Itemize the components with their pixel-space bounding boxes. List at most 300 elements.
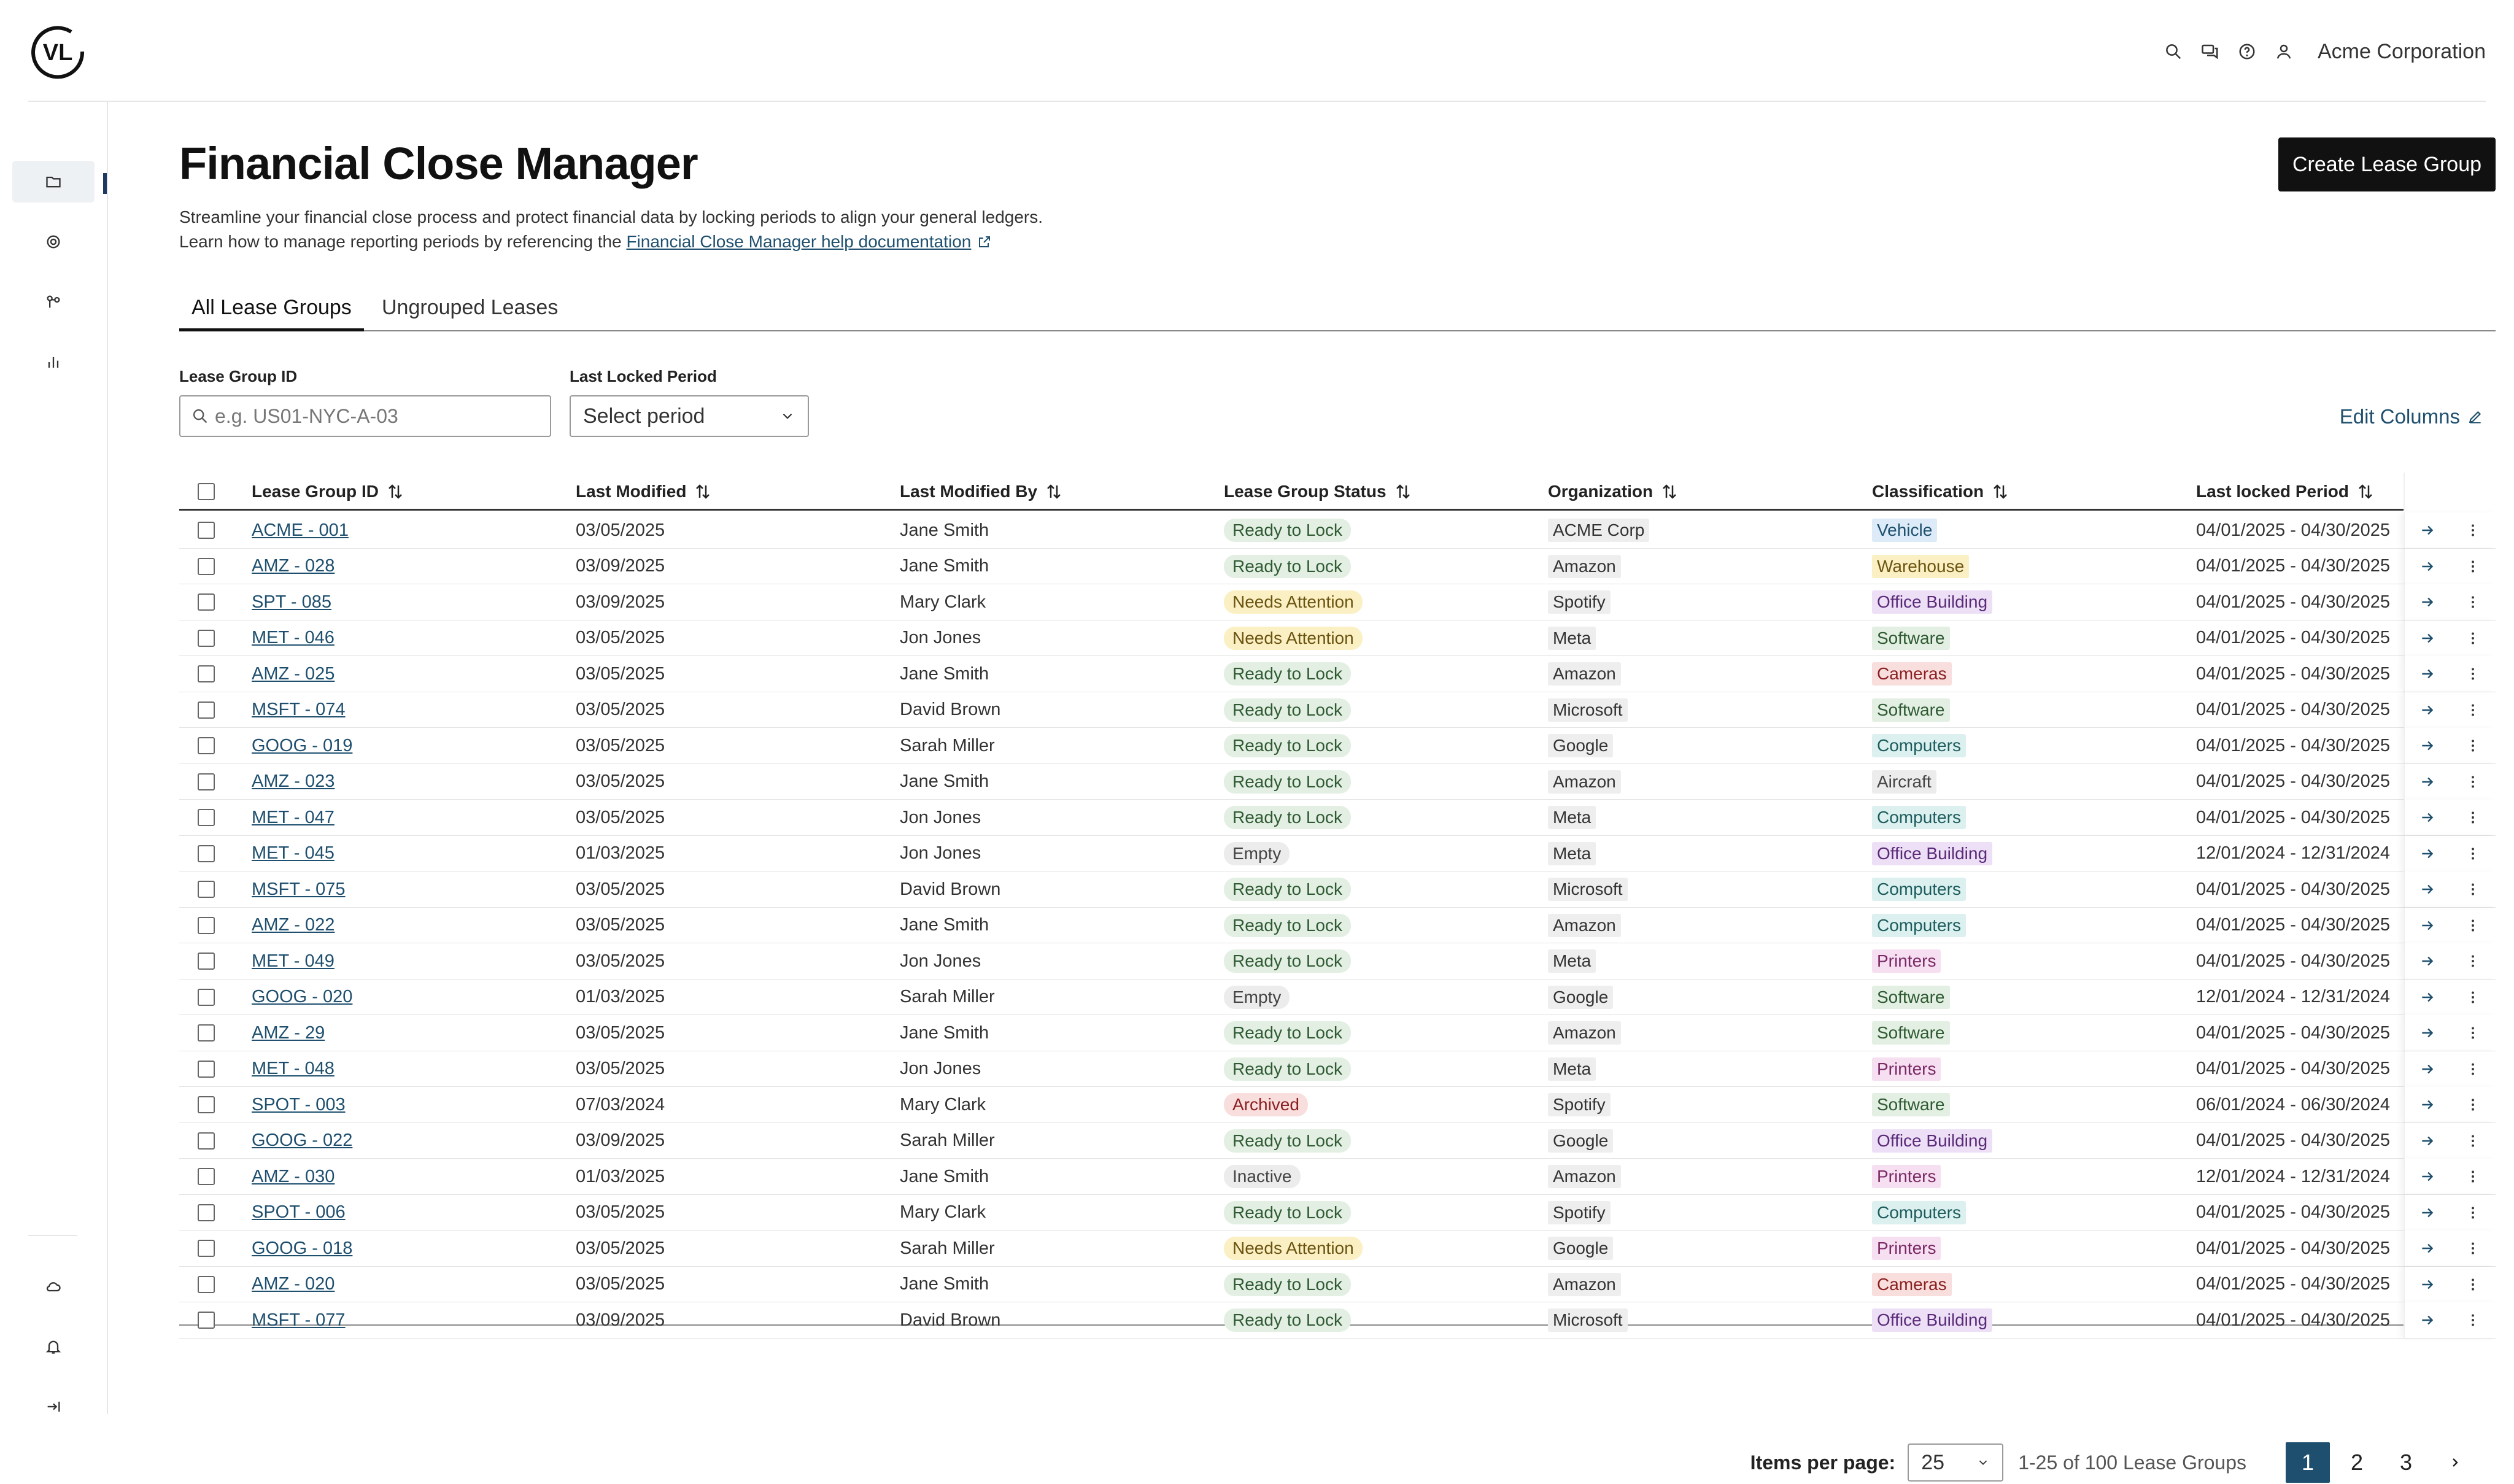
arrow-right-icon[interactable] — [2419, 522, 2435, 538]
col-lease-group-id-cell — [252, 584, 331, 620]
table-row[interactable] — [179, 871, 2496, 908]
col-last-modified-cell — [576, 1051, 665, 1087]
more-options-icon[interactable] — [2465, 1205, 2481, 1221]
col-status-header[interactable] — [1224, 473, 1412, 511]
table-row[interactable] — [179, 656, 2496, 692]
col-last-locked-period-cell — [2196, 1087, 2390, 1123]
col-classification-header[interactable] — [1872, 473, 2009, 511]
row-actions — [2404, 1231, 2496, 1266]
more-options-icon[interactable] — [2465, 1133, 2481, 1149]
org-name[interactable]: Acme Corporation — [2317, 39, 2486, 63]
table-row[interactable] — [179, 836, 2496, 872]
col-status-cell — [1224, 1231, 1363, 1266]
sidebar-item-reports[interactable] — [12, 341, 95, 383]
arrow-right-icon[interactable] — [2419, 774, 2435, 790]
col-classification-cell — [1872, 656, 1952, 692]
row-checkbox[interactable] — [198, 630, 215, 647]
row-actions — [2404, 980, 2496, 1015]
more-options-icon[interactable] — [2465, 953, 2481, 969]
classification-tag: Cameras — [1872, 662, 1952, 686]
cell-text: Jon Jones — [900, 951, 981, 971]
row-checkbox[interactable] — [198, 989, 215, 1006]
col-last-modified-by-header[interactable] — [900, 473, 1063, 511]
vl-logo[interactable] — [28, 22, 87, 81]
cell-text: 04/01/2025 - 04/30/2025 — [2196, 1238, 2391, 1258]
organization-tag: Amazon — [1548, 1165, 1621, 1188]
sort-icon[interactable] — [1394, 482, 1412, 501]
col-classification-cell — [1872, 1302, 1992, 1338]
more-options-icon[interactable] — [2465, 1061, 2481, 1077]
lease-group-link[interactable]: MSFT - 075 — [252, 879, 346, 899]
lease-group-link[interactable]: MET - 045 — [252, 843, 335, 863]
page-button-3[interactable]: 3 — [2399, 1450, 2413, 1475]
col-lease-group-id-cell — [252, 1015, 325, 1051]
row-actions — [2404, 1302, 2496, 1338]
col-last-modified-cell — [576, 836, 665, 871]
more-options-icon[interactable] — [2465, 666, 2481, 682]
organization-tag: Spotify — [1548, 1201, 1611, 1224]
col-lease-group-id-cell — [252, 836, 335, 871]
arrow-right-icon[interactable] — [2419, 558, 2435, 574]
more-options-icon[interactable] — [2465, 702, 2481, 718]
cell-text: 03/05/2025 — [576, 700, 665, 719]
arrow-right-icon[interactable] — [2419, 918, 2435, 933]
lease-group-link[interactable]: MET - 046 — [252, 628, 335, 647]
col-status-cell — [1224, 764, 1351, 800]
status-badge: Inactive — [1224, 1165, 1301, 1188]
col-last-locked-period-header[interactable] — [2196, 473, 2375, 511]
classification-tag: Office Building — [1872, 842, 1992, 865]
sort-icon[interactable] — [1660, 482, 1679, 501]
cell-text: 03/05/2025 — [576, 879, 665, 899]
col-status-cell — [1224, 1302, 1351, 1338]
lease-group-link[interactable]: ACME - 001 — [252, 520, 349, 540]
row-actions — [2404, 692, 2496, 728]
lease-group-link[interactable]: MSFT - 074 — [252, 700, 346, 719]
cell-text: Jane Smith — [900, 663, 989, 684]
arrow-right-icon[interactable] — [2419, 881, 2435, 897]
classification-tag: Office Building — [1872, 590, 1992, 614]
table-row[interactable] — [179, 980, 2496, 1016]
row-actions — [2404, 764, 2496, 800]
lease-group-link[interactable]: MET - 048 — [252, 1059, 335, 1078]
col-last-modified-cell — [576, 1087, 665, 1123]
sidebar-item-workflows[interactable] — [12, 281, 95, 323]
col-classification-cell — [1872, 764, 1936, 800]
col-last-modified-header[interactable] — [576, 473, 712, 511]
table-row[interactable] — [179, 728, 2496, 764]
cell-text: 06/01/2024 - 06/30/2024 — [2196, 1094, 2391, 1115]
row-checkbox[interactable] — [198, 701, 215, 719]
lease-group-search[interactable] — [179, 395, 551, 437]
row-actions — [2404, 620, 2496, 656]
arrow-right-icon[interactable] — [2419, 594, 2435, 610]
arrow-right-icon[interactable] — [2419, 630, 2435, 646]
pagination-range: 1-25 of 100 Lease Groups — [2018, 1451, 2246, 1474]
tab-ungrouped-leases[interactable]: Ungrouped Leases — [382, 296, 559, 319]
col-last-modified-cell — [576, 1159, 665, 1194]
col-last-locked-period-cell — [2196, 980, 2390, 1015]
table-row[interactable] — [179, 800, 2496, 836]
col-lease-group-id-cell — [252, 656, 335, 692]
col-organization-header[interactable] — [1548, 473, 1679, 511]
row-actions — [2404, 1087, 2496, 1123]
row-checkbox[interactable] — [198, 665, 215, 682]
col-lease-group-id-cell — [252, 908, 335, 943]
items-per-page-select[interactable] — [1908, 1443, 2003, 1482]
col-lease-group-id-cell — [252, 980, 352, 1015]
row-checkbox[interactable] — [198, 1132, 215, 1150]
col-last-modified-cell — [576, 1015, 665, 1051]
target-icon — [45, 233, 62, 250]
cell-text: 01/03/2025 — [576, 1166, 665, 1186]
row-select-cell — [198, 656, 215, 692]
more-options-icon[interactable] — [2465, 738, 2481, 754]
row-checkbox[interactable] — [198, 1024, 215, 1042]
col-classification-cell — [1872, 1159, 1941, 1194]
more-options-icon[interactable] — [2465, 774, 2481, 790]
row-select-cell — [198, 836, 215, 871]
col-classification-cell — [1872, 836, 1992, 871]
row-checkbox[interactable] — [198, 522, 215, 539]
select-all-checkbox[interactable] — [198, 483, 215, 500]
col-organization-cell — [1548, 728, 1613, 763]
classification-tag: Office Building — [1872, 1308, 1992, 1332]
arrow-right-icon[interactable] — [2419, 1277, 2435, 1293]
external-link-icon[interactable] — [977, 234, 992, 249]
col-last-modified-cell — [576, 584, 665, 620]
lease-group-link[interactable]: AMZ - 025 — [252, 663, 335, 684]
col-lease-group-id-cell — [252, 800, 335, 835]
row-checkbox[interactable] — [198, 773, 215, 790]
col-status-cell — [1224, 836, 1290, 871]
classification-tag: Office Building — [1872, 1129, 1992, 1153]
lease-group-link[interactable]: GOOG - 020 — [252, 987, 353, 1007]
lease-group-link[interactable]: AMZ - 020 — [252, 1274, 335, 1294]
col-last-modified-by-cell — [900, 584, 986, 620]
page-button-2[interactable]: 2 — [2350, 1450, 2364, 1475]
col-lease-group-id-header[interactable] — [252, 473, 404, 511]
arrow-right-icon[interactable] — [2419, 738, 2435, 754]
row-checkbox[interactable] — [198, 1276, 215, 1293]
help-documentation-link[interactable]: Financial Close Manager help documentation — [626, 232, 972, 251]
cell-text: 03/09/2025 — [576, 1130, 665, 1150]
col-last-modified-by-cell — [900, 1051, 981, 1087]
col-last-locked-period-cell — [2196, 549, 2390, 584]
search-icon[interactable] — [2164, 42, 2183, 61]
classification-tag: Warehouse — [1872, 555, 1969, 578]
arrow-right-icon[interactable] — [2419, 1240, 2435, 1256]
lease-group-link[interactable]: GOOG - 022 — [252, 1130, 353, 1150]
arrow-right-icon[interactable] — [2419, 702, 2435, 718]
col-status-cell — [1224, 1051, 1351, 1087]
row-checkbox[interactable] — [198, 558, 215, 575]
more-options-icon[interactable] — [2465, 630, 2481, 646]
sidebar-divider — [107, 102, 108, 1414]
create-lease-group-button[interactable]: Create Lease Group — [2278, 137, 2496, 191]
arrow-right-icon[interactable] — [2419, 989, 2435, 1005]
table-row[interactable] — [179, 549, 2496, 585]
sidebar-item-notifications[interactable] — [12, 1326, 95, 1367]
cell-text: 04/01/2025 - 04/30/2025 — [2196, 1130, 2391, 1150]
status-badge: Archived — [1224, 1093, 1308, 1116]
col-last-modified-by-cell — [900, 943, 981, 979]
col-last-modified-by-cell — [900, 1195, 986, 1231]
arrow-right-icon[interactable] — [2419, 953, 2435, 969]
classification-tag: Aircraft — [1872, 770, 1936, 794]
col-last-modified-cell — [576, 1231, 665, 1266]
col-last-locked-period-cell — [2196, 584, 2390, 620]
col-organization-cell — [1548, 871, 1628, 907]
row-checkbox[interactable] — [198, 1240, 215, 1257]
table-row[interactable] — [179, 1302, 2496, 1339]
row-select-cell — [198, 620, 215, 656]
sidebar-item-cloud[interactable] — [12, 1266, 95, 1307]
tab-all-lease-groups[interactable]: All Lease Groups — [179, 296, 364, 331]
sort-icon[interactable] — [1045, 482, 1063, 501]
table-row[interactable] — [179, 764, 2496, 800]
search-icon — [191, 408, 209, 425]
lease-group-link[interactable]: GOOG - 018 — [252, 1238, 353, 1258]
col-organization-cell — [1548, 1159, 1621, 1194]
cell-text: Sarah Miller — [900, 735, 995, 756]
classification-tag: Software — [1872, 986, 1950, 1009]
more-options-icon[interactable] — [2465, 846, 2481, 862]
col-organization-cell — [1548, 908, 1621, 943]
col-last-locked-period-cell — [2196, 1302, 2390, 1338]
table-row[interactable] — [179, 908, 2496, 944]
table-row[interactable] — [179, 1087, 2496, 1123]
row-actions — [2404, 1015, 2496, 1051]
row-select-cell — [198, 871, 215, 907]
lease-group-link[interactable]: AMZ - 023 — [252, 771, 335, 791]
row-checkbox[interactable] — [198, 845, 215, 862]
col-last-modified-cell — [576, 908, 665, 943]
status-badge: Empty — [1224, 842, 1290, 865]
arrow-right-icon[interactable] — [2419, 810, 2435, 825]
cell-text: 04/01/2025 - 04/30/2025 — [2196, 771, 2391, 791]
arrow-right-icon[interactable] — [2419, 1205, 2435, 1221]
more-options-icon[interactable] — [2465, 594, 2481, 610]
table-row[interactable] — [179, 1195, 2496, 1231]
col-status-cell — [1224, 1195, 1351, 1231]
organization-tag: Spotify — [1548, 1093, 1611, 1116]
table-row[interactable] — [179, 1123, 2496, 1159]
lease-group-link[interactable]: MET - 047 — [252, 807, 335, 827]
row-select-cell — [198, 1302, 215, 1338]
arrow-right-icon[interactable] — [2419, 846, 2435, 862]
col-status-cell — [1224, 656, 1351, 692]
more-options-icon[interactable] — [2465, 989, 2481, 1005]
bell-icon — [45, 1338, 62, 1355]
next-page-button[interactable] — [2433, 1442, 2477, 1483]
row-select-cell — [198, 584, 215, 620]
col-last-locked-period-cell — [2196, 1123, 2390, 1159]
lease-group-link[interactable]: SPT - 085 — [252, 592, 332, 612]
more-options-icon[interactable] — [2465, 1312, 2481, 1328]
row-checkbox[interactable] — [198, 593, 215, 611]
row-checkbox[interactable] — [198, 881, 215, 898]
row-select-cell — [198, 980, 215, 1015]
col-last-modified-by-cell — [900, 620, 981, 656]
cell-text: 03/05/2025 — [576, 520, 665, 540]
more-options-icon[interactable] — [2465, 1240, 2481, 1256]
more-options-icon[interactable] — [2465, 1169, 2481, 1184]
row-checkbox[interactable] — [198, 1061, 215, 1078]
row-checkbox[interactable] — [198, 1312, 215, 1329]
arrow-right-icon[interactable] — [2419, 1061, 2435, 1077]
col-classification-cell — [1872, 1267, 1952, 1302]
edit-columns-button[interactable] — [2340, 405, 2483, 428]
items-per-page-label: Items per page: — [1750, 1451, 1896, 1474]
col-last-modified-by-cell — [900, 1159, 989, 1194]
cell-text: 04/01/2025 - 04/30/2025 — [2196, 1274, 2391, 1294]
arrow-right-icon[interactable] — [2419, 1169, 2435, 1184]
organization-tag: Meta — [1548, 949, 1596, 973]
cell-text: Jon Jones — [900, 1059, 981, 1078]
chat-icon[interactable] — [2201, 42, 2219, 61]
classification-tag: Computers — [1872, 806, 1966, 829]
period-select[interactable] — [570, 395, 809, 437]
help-icon[interactable] — [2238, 42, 2256, 61]
col-lease-group-id-cell — [252, 1051, 335, 1087]
cloud-icon — [45, 1278, 62, 1295]
col-classification-cell — [1872, 512, 1937, 548]
sort-icon[interactable] — [386, 482, 404, 501]
lease-group-link[interactable]: AMZ - 030 — [252, 1166, 335, 1186]
more-options-icon[interactable] — [2465, 1097, 2481, 1113]
more-options-icon[interactable] — [2465, 558, 2481, 574]
col-last-modified-by-cell — [900, 728, 995, 763]
pencil-icon — [2467, 409, 2483, 425]
row-checkbox[interactable] — [198, 1204, 215, 1221]
lease-group-id-input[interactable] — [215, 405, 534, 428]
arrow-right-icon[interactable] — [2419, 1097, 2435, 1113]
col-last-modified-by-cell — [900, 512, 989, 548]
col-organization-cell — [1548, 1231, 1613, 1266]
table-row[interactable] — [179, 1267, 2496, 1303]
lease-group-link[interactable]: SPOT - 003 — [252, 1094, 346, 1115]
sidebar-item-lease-groups[interactable] — [12, 161, 95, 203]
cell-text: 01/03/2025 — [576, 843, 665, 863]
row-checkbox[interactable] — [198, 1168, 215, 1185]
row-checkbox[interactable] — [198, 953, 215, 970]
cell-text: 03/05/2025 — [576, 1202, 665, 1222]
lease-group-link[interactable]: MET - 049 — [252, 951, 335, 971]
table-header — [179, 473, 2496, 511]
table-row[interactable] — [179, 1015, 2496, 1051]
cell-text: 03/05/2025 — [576, 1022, 665, 1043]
row-select-cell — [198, 692, 215, 728]
row-actions — [2404, 1123, 2496, 1159]
cell-text: 03/05/2025 — [576, 628, 665, 647]
cell-text: 03/05/2025 — [576, 735, 665, 756]
lease-group-link[interactable]: AMZ - 022 — [252, 915, 335, 935]
user-icon[interactable] — [2275, 42, 2293, 61]
arrow-right-icon[interactable] — [2419, 666, 2435, 682]
lease-group-link[interactable]: AMZ - 29 — [252, 1022, 325, 1043]
col-last-locked-period-cell — [2196, 728, 2390, 763]
table-row[interactable] — [179, 692, 2496, 728]
col-last-modified-cell — [576, 1267, 665, 1302]
status-badge: Ready to Lock — [1224, 878, 1351, 901]
row-select-cell — [198, 549, 215, 584]
col-classification-cell — [1872, 943, 1941, 979]
table-row[interactable] — [179, 512, 2496, 549]
status-badge: Ready to Lock — [1224, 1129, 1351, 1153]
col-classification-cell — [1872, 1123, 1992, 1159]
lease-group-link[interactable]: AMZ - 028 — [252, 556, 335, 576]
table-row[interactable] — [179, 1159, 2496, 1195]
table-row[interactable] — [179, 620, 2496, 657]
status-badge: Ready to Lock — [1224, 806, 1351, 829]
classification-tag: Printers — [1872, 949, 1941, 973]
table-row[interactable] — [179, 1051, 2496, 1088]
sidebar-item-logout[interactable] — [12, 1386, 95, 1428]
cell-text: 03/05/2025 — [576, 915, 665, 935]
table-row[interactable] — [179, 943, 2496, 980]
organization-tag: Google — [1548, 734, 1613, 757]
more-options-icon[interactable] — [2465, 810, 2481, 825]
col-last-locked-period-cell — [2196, 1015, 2390, 1051]
select-all-cell — [198, 473, 215, 511]
cell-text: Jane Smith — [900, 520, 989, 540]
cell-text: Jane Smith — [900, 915, 989, 935]
col-organization-cell — [1548, 620, 1596, 656]
row-checkbox[interactable] — [198, 737, 215, 754]
cell-text: 03/05/2025 — [576, 807, 665, 827]
arrow-right-icon[interactable] — [2419, 1312, 2435, 1328]
lease-group-link[interactable]: GOOG - 019 — [252, 735, 353, 756]
row-checkbox[interactable] — [198, 809, 215, 826]
row-select-cell — [198, 1195, 215, 1231]
row-actions — [2404, 584, 2496, 620]
column-header-label: Last Modified By — [900, 482, 1038, 501]
sort-icon[interactable] — [2356, 482, 2375, 501]
col-lease-group-id-cell — [252, 1087, 346, 1123]
col-organization-cell — [1548, 1123, 1613, 1159]
organization-tag: Meta — [1548, 842, 1596, 865]
more-options-icon[interactable] — [2465, 522, 2481, 538]
row-checkbox[interactable] — [198, 917, 215, 934]
cell-text: 01/03/2025 — [576, 987, 665, 1007]
sort-icon[interactable] — [694, 482, 712, 501]
cell-text: 04/01/2025 - 04/30/2025 — [2196, 807, 2391, 827]
page-button-1[interactable]: 1 — [2286, 1442, 2330, 1483]
table-row[interactable] — [179, 1231, 2496, 1267]
lease-group-link[interactable]: MSFT - 077 — [252, 1310, 346, 1330]
row-actions — [2404, 836, 2496, 871]
more-options-icon[interactable] — [2465, 1277, 2481, 1293]
cell-text: Jane Smith — [900, 771, 989, 791]
col-status-cell — [1224, 1159, 1301, 1194]
arrow-right-icon[interactable] — [2419, 1133, 2435, 1149]
col-last-modified-cell — [576, 549, 665, 584]
more-options-icon[interactable] — [2465, 1025, 2481, 1041]
more-options-icon[interactable] — [2465, 881, 2481, 897]
cell-text: 04/01/2025 - 04/30/2025 — [2196, 1310, 2391, 1330]
more-options-icon[interactable] — [2465, 918, 2481, 933]
row-checkbox[interactable] — [198, 1096, 215, 1113]
lease-group-link[interactable]: SPOT - 006 — [252, 1202, 346, 1222]
sort-icon[interactable] — [1991, 482, 2009, 501]
sidebar-item-targets[interactable] — [12, 221, 95, 263]
col-last-locked-period-cell — [2196, 871, 2390, 907]
arrow-right-icon[interactable] — [2419, 1025, 2435, 1041]
column-header-label: Organization — [1548, 482, 1653, 501]
col-last-locked-period-cell — [2196, 1159, 2390, 1194]
table-row[interactable] — [179, 584, 2496, 620]
